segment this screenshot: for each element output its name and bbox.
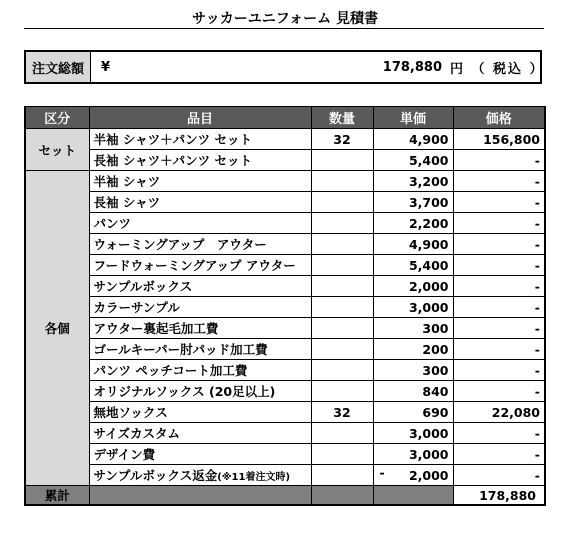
item-unit-price: 200 (373, 339, 453, 360)
table-row (25, 381, 545, 402)
item-name: ウォーミングアップ アウター (89, 234, 311, 255)
table-row (25, 192, 545, 213)
item-name: サイズカスタム (89, 423, 311, 444)
table-row (25, 360, 545, 381)
item-price: - (453, 423, 545, 444)
header-unit-price: 単価 (373, 107, 453, 129)
minus-sign: - (379, 465, 385, 480)
table-row (25, 234, 545, 255)
table-row (25, 339, 545, 360)
table-row (25, 213, 545, 234)
item-name: アウター裏起毛加工費 (89, 318, 311, 339)
item-quantity (311, 192, 373, 213)
item-name-text: サンプルボックス返金 (93, 468, 218, 483)
item-price: 22,080 (453, 402, 545, 423)
table-row (25, 318, 545, 339)
table-row (25, 171, 545, 192)
item-unit-price: 690 (373, 402, 453, 423)
table-row (25, 150, 545, 171)
table-header-row (25, 107, 545, 129)
item-unit-price: 300 (373, 360, 453, 381)
item-price: 156,800 (453, 129, 545, 150)
item-name: フードウォーミングアップ アウター (89, 255, 311, 276)
header-category: 区分 (25, 107, 89, 129)
item-price: - (453, 360, 545, 381)
table-row (25, 276, 545, 297)
item-quantity (311, 255, 373, 276)
order-total-unit: 円 （ 税込 ） (450, 61, 545, 77)
table-row (25, 297, 545, 318)
header-item: 品目 (89, 107, 311, 129)
title-underline (24, 28, 544, 29)
sum-blank (373, 486, 453, 506)
item-quantity (311, 171, 373, 192)
header-quantity: 数量 (311, 107, 373, 129)
item-name: 無地ソックス (89, 402, 311, 423)
item-quantity (311, 276, 373, 297)
item-unit-price: 3,000 (373, 423, 453, 444)
item-name: サンプルボックス (89, 276, 311, 297)
item-unit-price: 300 (373, 318, 453, 339)
item-unit-price-value: 2,000 (408, 467, 449, 483)
item-quantity (311, 297, 373, 318)
item-quantity (311, 150, 373, 171)
item-unit-price: 2,000 (373, 276, 453, 297)
item-name: オリジナルソックス (20足以上) (89, 381, 311, 402)
table-row (25, 423, 545, 444)
document-title: サッカーユニフォーム 見積書 (192, 11, 378, 27)
item-name: 長袖 シャツ (89, 192, 311, 213)
item-unit-price: 2,200 (373, 213, 453, 234)
item-price: - (453, 381, 545, 402)
item-price: - (453, 234, 545, 255)
table-row (25, 255, 545, 276)
item-quantity (311, 423, 373, 444)
item-name: カラーサンプル (89, 297, 311, 318)
table-row (25, 465, 545, 486)
item-name: 半袖 シャツ (89, 171, 311, 192)
yen-symbol: ¥ (101, 59, 111, 75)
item-unit-price: 5,400 (373, 150, 453, 171)
item-quantity (311, 381, 373, 402)
item-price: - (453, 255, 545, 276)
item-price: - (453, 465, 545, 486)
table-row (25, 129, 545, 150)
order-total-box (24, 50, 545, 84)
item-name: ゴールキーパー肘パッド加工費 (89, 339, 311, 360)
item-quantity (311, 465, 373, 486)
item-quantity (311, 339, 373, 360)
item-unit-price: 4,900 (373, 129, 453, 150)
item-unit-price: 5,400 (373, 255, 453, 276)
item-quantity (311, 360, 373, 381)
sum-row (25, 486, 545, 506)
item-name: デザイン費 (89, 444, 311, 465)
item-name: パンツ ペッチコート加工費 (89, 360, 311, 381)
item-quantity (311, 318, 373, 339)
item-unit-price: 4,900 (373, 234, 453, 255)
item-price: - (453, 213, 545, 234)
header-price: 価格 (453, 107, 545, 129)
table-row (25, 444, 545, 465)
item-price: - (453, 171, 545, 192)
table-row (25, 402, 545, 423)
sum-blank (89, 486, 311, 506)
sum-total: 178,880 (453, 486, 545, 506)
item-price: - (453, 339, 545, 360)
item-price: - (453, 150, 545, 171)
item-quantity (311, 213, 373, 234)
item-quantity: 32 (311, 402, 373, 423)
order-total-label: 注文総額 (26, 52, 91, 82)
item-price: - (453, 276, 545, 297)
item-unit-price (373, 465, 453, 486)
item-unit-price: 3,200 (373, 171, 453, 192)
item-price: - (453, 444, 545, 465)
order-total-amount: 178,880 (382, 59, 442, 75)
item-name: パンツ (89, 213, 311, 234)
item-name (89, 465, 311, 486)
estimate-table (24, 106, 546, 506)
item-price: - (453, 192, 545, 213)
item-quantity (311, 444, 373, 465)
item-unit-price: 3,000 (373, 297, 453, 318)
item-name: 半袖 シャツ＋パンツ セット (89, 129, 311, 150)
sum-blank (311, 486, 373, 506)
item-unit-price: 840 (373, 381, 453, 402)
item-price: - (453, 297, 545, 318)
item-note: (※11着注文時) (217, 472, 291, 483)
item-quantity: 32 (311, 129, 373, 150)
item-unit-price: 3,000 (373, 444, 453, 465)
item-unit-price: 3,700 (373, 192, 453, 213)
item-price: - (453, 318, 545, 339)
category-set: セット (25, 129, 89, 171)
item-name: 長袖 シャツ＋パンツ セット (89, 150, 311, 171)
item-quantity (311, 234, 373, 255)
category-each: 各個 (25, 171, 89, 486)
sum-label: 累計 (25, 486, 89, 506)
